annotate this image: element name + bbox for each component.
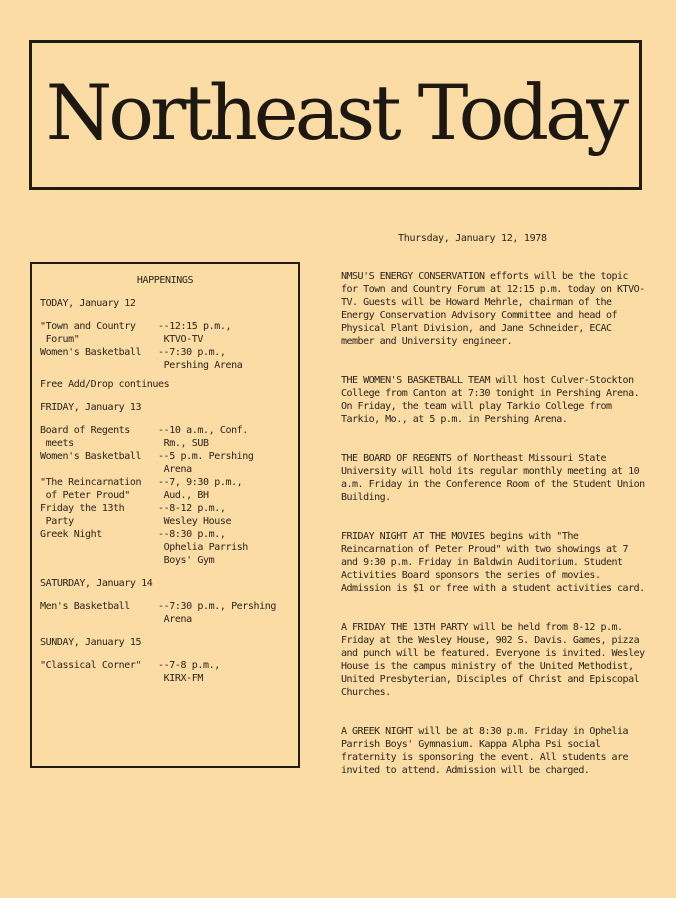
day-note: Free Add/Drop continues [40, 379, 170, 390]
event-name: "Classical Corner" [40, 660, 142, 671]
event-detail: --7:30 p.m., Pershing Arena [158, 601, 277, 625]
event-detail: --8-12 p.m., Wesley House [158, 503, 232, 527]
news-item-text: A GREEK NIGHT will be at 8:30 p.m. Friday in Ophelia Parrish Boys' Gymnasium. Kappa Alpha Psi social fraternity is sponsoring the event. All students are invited to attend. Admission will be charged. [341, 726, 629, 776]
news-item [341, 621, 647, 699]
event-detail: --12:15 p.m., KTVO-TV [158, 321, 232, 345]
masthead-title: Northeast Today [45, 67, 626, 157]
happenings-box [30, 262, 300, 768]
happenings-days [40, 297, 290, 685]
day-heading: TODAY, January 12 [40, 298, 136, 309]
news-item-text: THE WOMEN'S BASKETBALL TEAM will host Culver-Stockton College from Canton at 7:30 tonight in Pershing Arena. On Friday, the team will play Tarkio College from Tarkio, Mo., at 5 p.m. in Pershing Arena. [341, 375, 640, 425]
event-name: Men's Basketball [40, 601, 130, 612]
event-row [40, 659, 290, 685]
event-name: Board of Regents meets [40, 425, 130, 449]
event-detail: --7-8 p.m., KIRX-FM [158, 660, 220, 684]
event-row [40, 346, 290, 372]
event-detail: --5 p.m. Pershing Arena [158, 451, 254, 475]
news-item-text: A FRIDAY THE 13TH PARTY will be held from 8-12 p.m. Friday at the Wesley House, 902 S. Davis. Games, pizza and punch will be featured. Everyone is invited. Wesley House is the campus ministry of the United Methodist, United Presbyterian, Disciples of Christ and Episcopal Churches. [341, 622, 645, 698]
news-item-text: FRIDAY NIGHT AT THE MOVIES begins with "The Reincarnation of Peter Proud" with two showings at 7 and 9:30 p.m. Friday in Baldwin Auditorium. Student Activities Board sponsors the series of movies. Admission is $1 or free with a student activities card. [341, 531, 645, 594]
happenings-title: HAPPENINGS [136, 275, 194, 286]
news-item-text: NMSU'S ENERGY CONSERVATION efforts will be the topic for Town and Country Forum at 12:15 p.m. today on KTVO-TV. Guests will be Howard Mehrle, chairman of the Energy Conservation Advisory Committee and head of Physical Plant Division, and Jane Schneider, ECAC member and University engineer. [341, 271, 645, 347]
event-row [40, 528, 290, 567]
event-name: "Town and Country Forum" [40, 321, 136, 345]
news-item [341, 270, 647, 348]
news-item-text: THE BOARD OF REGENTS of Northeast Missouri State University will hold its regular monthly meeting at 10 a.m. Friday in the Conference Room of the Student Union Building. [341, 453, 645, 503]
event-name: Women's Basketball [40, 347, 142, 358]
event-row [40, 476, 290, 502]
news-item [341, 452, 647, 504]
news-item [341, 374, 647, 426]
news-item [341, 725, 647, 777]
event-row [40, 502, 290, 528]
event-name: Friday the 13th Party [40, 503, 125, 527]
event-detail: --8:30 p.m., Ophelia Parrish Boys' Gym [158, 529, 248, 566]
event-row [40, 320, 290, 346]
event-name: Greek Night [40, 529, 102, 540]
issue-date: Thursday, January 12, 1978 [398, 233, 547, 244]
event-row [40, 424, 290, 450]
day-heading: FRIDAY, January 13 [40, 402, 142, 413]
masthead [29, 40, 642, 190]
news-item [341, 530, 647, 595]
day-heading: SATURDAY, January 14 [40, 578, 153, 589]
event-row [40, 450, 290, 476]
event-detail: --7, 9:30 p.m., Aud., BH [158, 477, 243, 501]
articles-column [341, 270, 647, 803]
event-detail: --10 a.m., Conf. Rm., SUB [158, 425, 248, 449]
event-name: "The Reincarnation of Peter Proud" [40, 477, 142, 501]
event-detail: --7:30 p.m., Pershing Arena [158, 347, 243, 371]
day-heading: SUNDAY, January 15 [40, 637, 142, 648]
event-row [40, 600, 290, 626]
event-name: Women's Basketball [40, 451, 142, 462]
